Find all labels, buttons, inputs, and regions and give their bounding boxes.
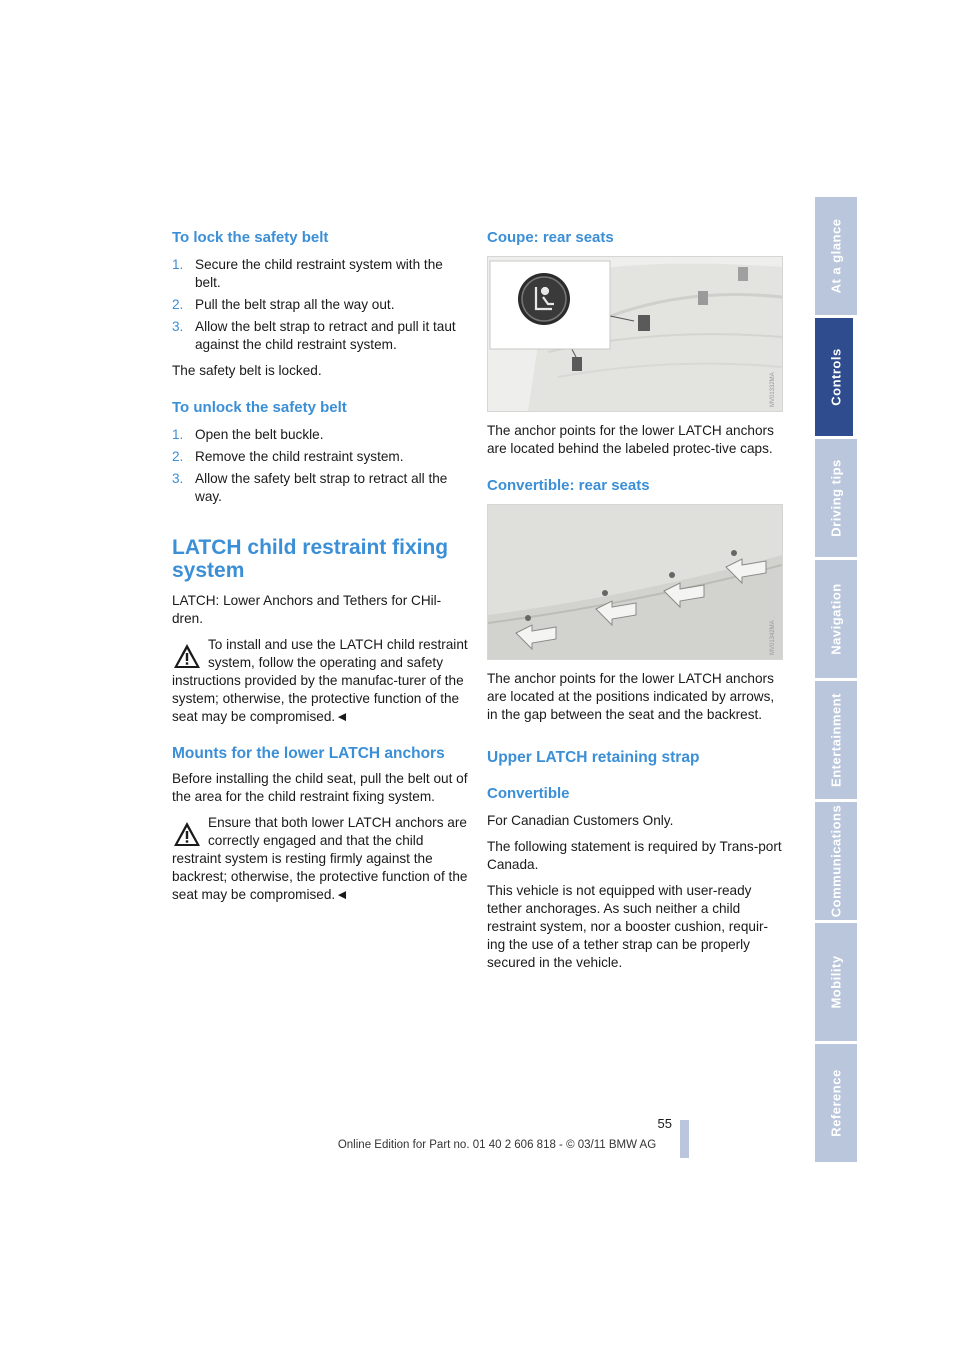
- warning-triangle-icon: [172, 642, 202, 670]
- step-text: Allow the safety belt strap to retract all the way.: [195, 471, 448, 504]
- list-item: [172, 448, 468, 466]
- list-item: [172, 296, 468, 314]
- list-item: [172, 426, 468, 444]
- mounts-text: Before installing the child seat, pull the belt out of the area for the child restraint fixing system.: [172, 771, 468, 804]
- page-number: 55: [657, 1116, 672, 1131]
- lock-heading: To lock the safety belt: [172, 229, 329, 246]
- warning-text: To install and use the LATCH child restraint system, follow the operating and safety instructions provided by the manufac-turer of the system; otherwise, the protective function of the seat may be compromised.◄: [172, 637, 468, 724]
- footer: [0, 1139, 960, 1151]
- step-text: Remove the child restraint system.: [195, 449, 404, 464]
- tab-mobility[interactable]: [815, 923, 857, 1041]
- left-column: [172, 228, 468, 912]
- step-number: 2.: [172, 449, 184, 464]
- tab-label: Entertainment: [828, 693, 844, 787]
- latch-heading: LATCH child restraint fixing system: [172, 536, 449, 582]
- convertible-rear-seats-image: [487, 504, 783, 660]
- unlock-heading: To unlock the safety belt: [172, 399, 347, 416]
- tab-label: Reference: [828, 1069, 844, 1137]
- tab-navigation[interactable]: [815, 560, 857, 678]
- step-text: Secure the child restraint system with the belt.: [195, 257, 443, 290]
- tab-label: Mobility: [828, 955, 844, 1009]
- tab-driving-tips[interactable]: [815, 439, 857, 557]
- step-text: Open the belt buckle.: [195, 427, 324, 442]
- convertible-seat-illustration: [488, 505, 782, 659]
- svg-text:MV01332MA: MV01332MA: [770, 372, 776, 407]
- tab-at-a-glance[interactable]: [815, 197, 857, 315]
- step-text: Allow the belt strap to retract and pull it taut against the child restraint system.: [195, 319, 456, 352]
- convertible-text: The anchor points for the lower LATCH anchors are located at the positions indicated by arrows, in the gap between the seat and the backrest.: [487, 671, 775, 722]
- warning-note: [172, 636, 468, 726]
- step-text: Pull the belt strap all the way out.: [195, 297, 395, 312]
- convertible-heading: Convertible: rear seats: [487, 477, 650, 494]
- tab-entertainment[interactable]: [815, 681, 857, 799]
- coupe-seat-illustration: [488, 257, 782, 411]
- convertible-subheading: Convertible: [487, 785, 570, 802]
- step-number: 1.: [172, 257, 184, 272]
- tab-communications[interactable]: [815, 802, 857, 920]
- tab-label: Communications: [828, 804, 844, 918]
- latch-intro: LATCH: Lower Anchors and Tethers for CHil-dren.: [172, 593, 442, 626]
- tab-label: Controls: [828, 348, 844, 406]
- coupe-rear-seats-image: [487, 256, 783, 412]
- step-number: 1.: [172, 427, 184, 442]
- tab-label: Driving tips: [828, 459, 844, 537]
- list-item: [172, 470, 468, 506]
- right-column: [487, 228, 783, 980]
- footer-text: Online Edition for Part no. 01 40 2 606 818 - © 03/11 BMW AG: [337, 1139, 657, 1151]
- chapter-tabs: [815, 197, 857, 1165]
- coupe-text: The anchor points for the lower LATCH anchors are located behind the labeled protec-tive caps.: [487, 423, 774, 456]
- step-number: 2.: [172, 297, 184, 312]
- transport-canada-statement: The following statement is required by Trans-port Canada.: [487, 839, 782, 872]
- tab-label: At a glance: [828, 218, 844, 294]
- step-number: 3.: [172, 471, 184, 486]
- warning-text: Ensure that both lower LATCH anchors are correctly engaged and that the child restraint system is resting firmly against the backrest; otherwise, the protective function of the seat may be compromised.◄: [172, 815, 468, 902]
- coupe-heading: Coupe: rear seats: [487, 229, 614, 246]
- lock-steps: [172, 256, 468, 354]
- canadian-note: For Canadian Customers Only.: [487, 813, 674, 828]
- svg-text:MV01342MA: MV01342MA: [770, 620, 776, 655]
- lock-result: The safety belt is locked.: [172, 363, 322, 378]
- list-item: [172, 256, 468, 292]
- tab-controls[interactable]: [815, 318, 857, 436]
- tether-text: This vehicle is not equipped with user-ready tether anchorages. As such neither a child restraint system, nor a booster cushion, requir-ing the use of a tether strap can be properly secured in the vehicle.: [487, 883, 769, 970]
- step-number: 3.: [172, 319, 184, 334]
- mounts-heading: Mounts for the lower LATCH anchors: [172, 745, 445, 762]
- unlock-steps: [172, 426, 468, 506]
- warning-note: [172, 814, 468, 904]
- upper-latch-heading: Upper LATCH retaining strap: [487, 749, 700, 766]
- list-item: [172, 318, 468, 354]
- warning-triangle-icon: [172, 820, 202, 848]
- tab-label: Navigation: [828, 583, 844, 655]
